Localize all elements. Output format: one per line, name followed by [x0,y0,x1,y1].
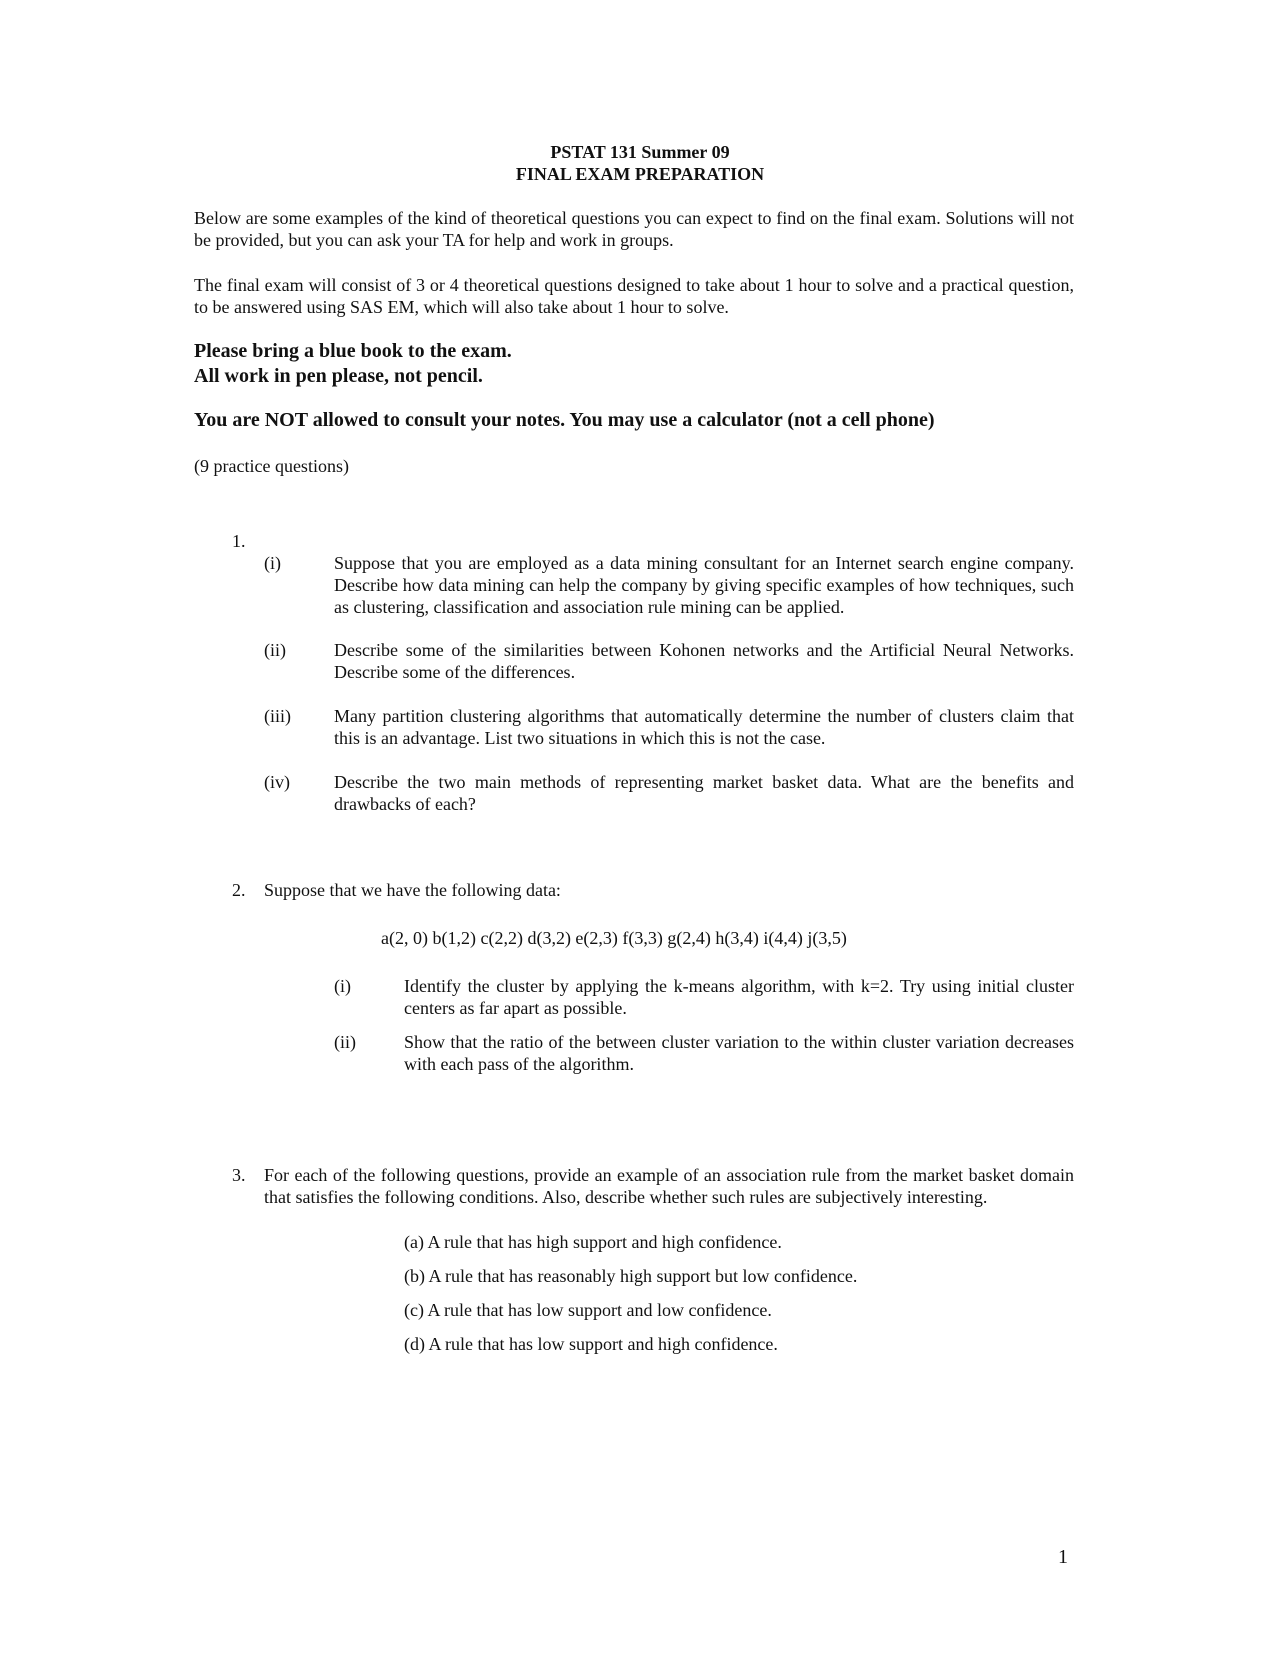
question-1-number: 1. [232,531,246,551]
instruction-pen: All work in pen please, not pencil. [194,365,483,387]
intro-paragraph-1: Below are some examples of the kind of theoretical questions you can expect to find on the final exam. Solutions will not be provided, but you can ask your TA for help and work in groups. [194,208,1074,250]
q3-item-d: (d) A rule that has low support and high confidence. [404,1334,778,1354]
q1-part-iv-text: Describe the two main methods of representing market basket data. What are the benefits and drawbacks of each? [334,772,1074,814]
q3-item-b: (b) A rule that has reasonably high support but low confidence. [404,1266,858,1286]
question-3-number: 3. [232,1165,246,1185]
question-2-text: Suppose that we have the following data: [264,880,561,900]
intro-paragraph-2: The final exam will consist of 3 or 4 theoretical questions designed to take about 1 hour to solve and a practical question, to be answered using SAS EM, which will also take about 1 hour to solve. [194,275,1074,317]
question-2-number: 2. [232,880,246,900]
q2-part-i-text: Identify the cluster by applying the k-means algorithm, with k=2. Try using initial cluster centers as far apart as possible. [404,976,1074,1018]
q1-part-ii-label: (ii) [264,640,286,660]
q1-part-ii-text: Describe some of the similarities between Kohonen networks and the Artificial Neural Networks. Describe some of the differences. [334,640,1074,682]
q2-data-points: a(2, 0) b(1,2) c(2,2) d(3,2) e(2,3) f(3,3) g(2,4) h(3,4) i(4,4) j(3,5) [381,928,847,948]
question-count: (9 practice questions) [194,456,349,476]
q3-item-c: (c) A rule that has low support and low confidence. [404,1300,772,1320]
instruction-notes: You are NOT allowed to consult your notes. You may use a calculator (not a cell phone) [194,409,935,431]
q1-part-iii-text: Many partition clustering algorithms that automatically determine the number of clusters claim that this is an advantage. List two situations in which this is not the case. [334,706,1074,748]
q2-part-ii-text: Show that the ratio of the between cluster variation to the within cluster variation decreases with each pass of the algorithm. [404,1032,1074,1074]
page-number: 1 [1058,1546,1068,1568]
q1-part-i-label: (i) [264,553,281,573]
q1-part-iii-label: (iii) [264,706,291,726]
q2-part-i-label: (i) [334,976,351,996]
instruction-blue-book: Please bring a blue book to the exam. [194,340,512,362]
q2-part-ii-label: (ii) [334,1032,356,1052]
title-line-1: PSTAT 131 Summer 09 [550,142,730,162]
q1-part-iv-label: (iv) [264,772,290,792]
q1-part-i-text: Suppose that you are employed as a data mining consultant for an Internet search engine company. Describe how data mining can help the company by giving specific examples of how techniques, such as clustering, classification and association rule mining can be applied. [334,553,1074,617]
q3-item-a: (a) A rule that has high support and high confidence. [404,1232,782,1252]
question-3-text: For each of the following questions, provide an example of an association rule from the market basket domain that satisfies the following conditions. Also, describe whether such rules are subjectively interesting. [264,1165,1074,1207]
title-line-2: FINAL EXAM PREPARATION [515,164,765,184]
